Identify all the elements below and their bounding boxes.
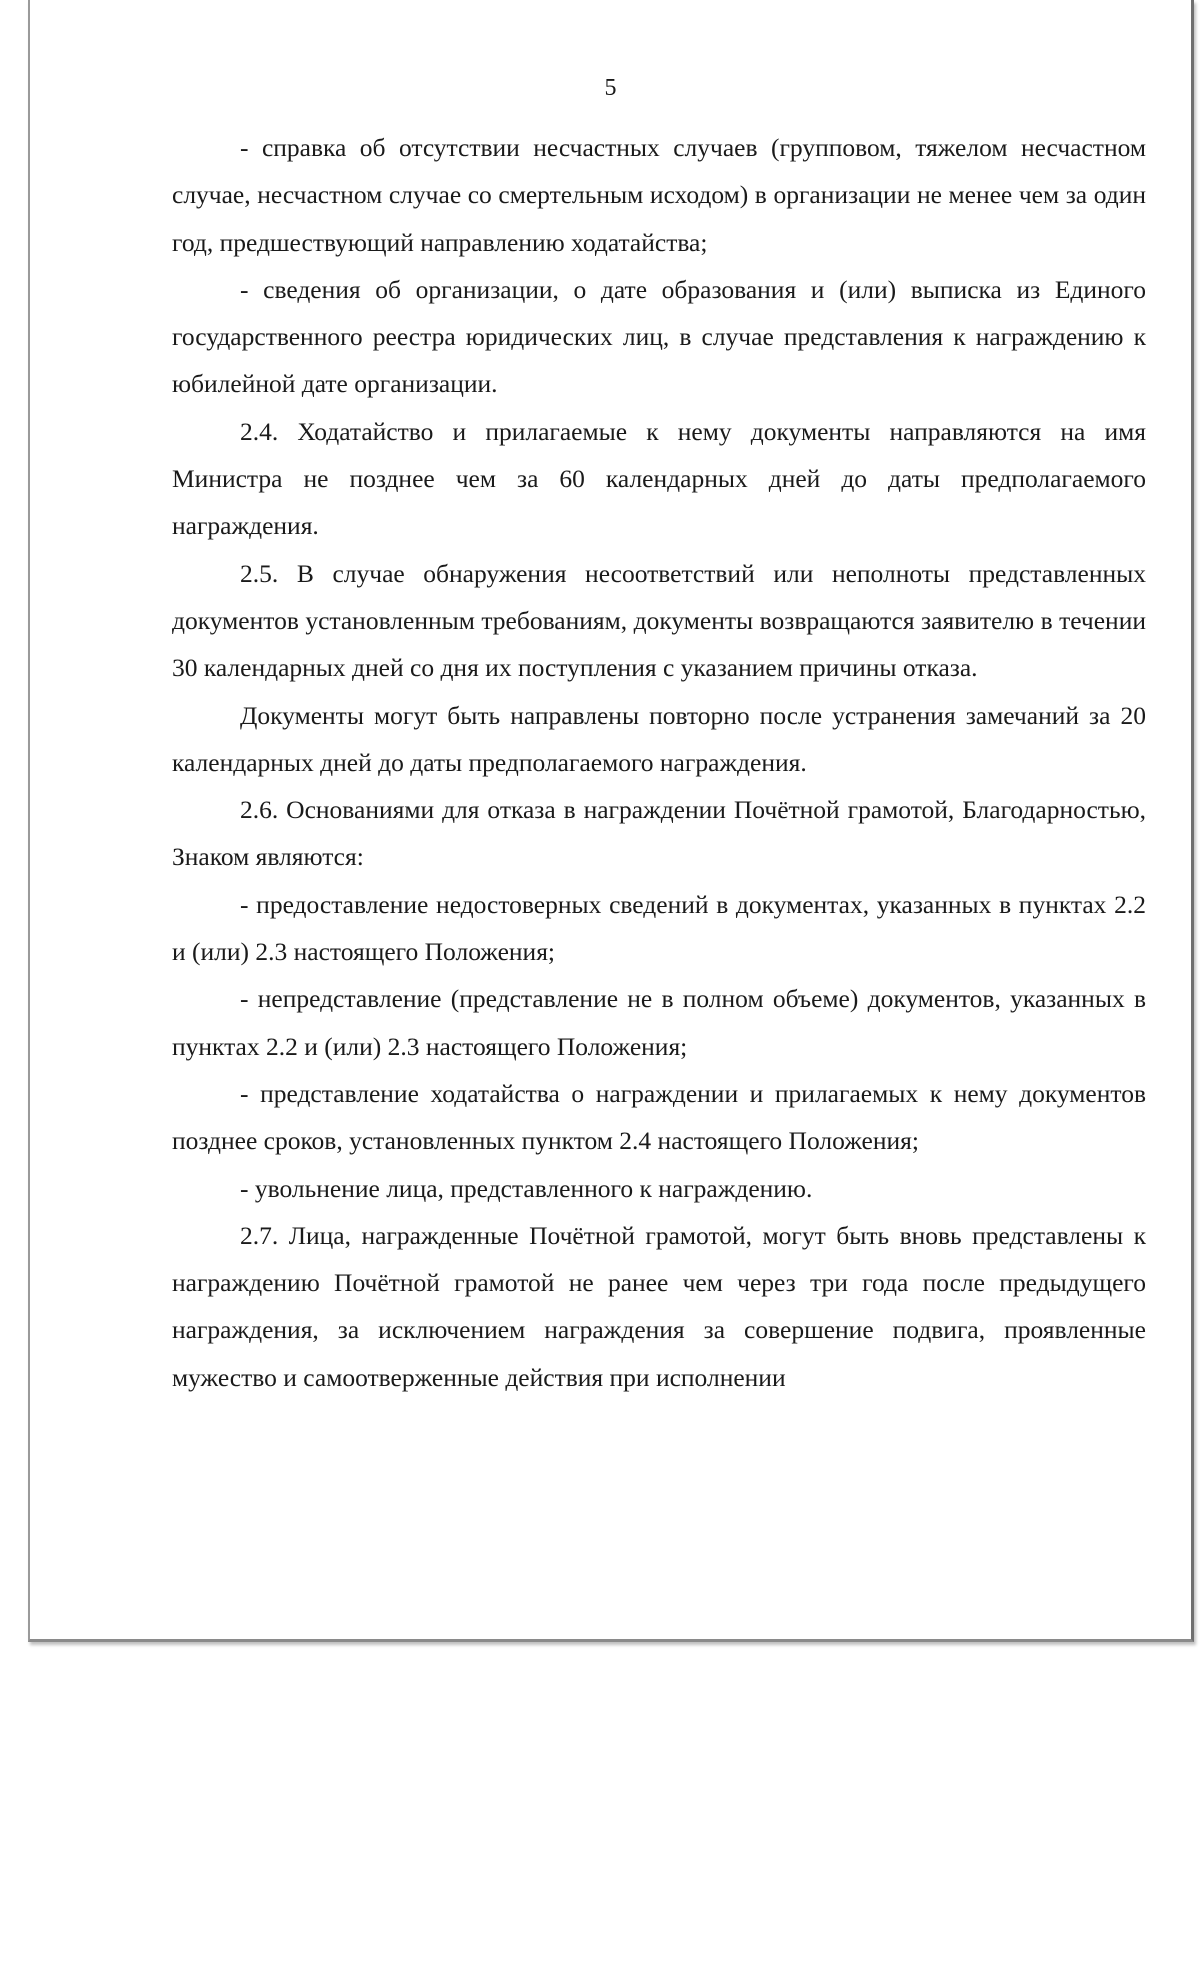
paragraph-refusal-late: - представление ходатайства о награждении и прилагаемых к нему документов позднее сроков, установленных пунктом 2.4 настоящего Положения;	[172, 1078, 1146, 1156]
paragraph-2-5: 2.5. В случае обнаружения несоответствий или неполноты представленных документов установленным требованиям, документы возвращаются заявителю в течении 30 календарных дней со дня их поступления с указанием причины отказа.	[172, 558, 1146, 683]
paragraph-refusal-dismissal: - увольнение лица, представленного к награждению.	[240, 1173, 813, 1203]
paragraph-2-6: 2.6. Основаниями для отказа в награждении Почётной грамотой, Благодарностью, Знаком являются:	[172, 795, 1146, 872]
paragraph-organization-info: - сведения об организации, о дате образования и (или) выписка из Единого государственного реестра юридических лиц, в случае представления к награждению к юбилейной дате организации.	[172, 274, 1146, 399]
paragraph-resubmission: Документы могут быть направлены повторно после устранения замечаний за 20 календарных дней до даты предполагаемого награждения.	[172, 700, 1146, 777]
document-page	[28, 0, 1194, 1642]
paragraph-2-4: 2.4. Ходатайство и прилагаемые к нему документы направляются на имя Министра не позднее чем за 60 календарных дней до даты предполагаемого награждения.	[172, 416, 1146, 541]
paragraph-refusal-missing-docs: - непредставление (представление не в полном объеме) документов, указанных в пунктах 2.2 и (или) 2.3 настоящего Положения;	[172, 984, 1146, 1061]
document-body	[172, 124, 1146, 1401]
page-number: 5	[604, 75, 617, 101]
paragraph-refusal-false-info: - предоставление недостоверных сведений в документах, указанных в пунктах 2.2 и (или) 2.3 настоящего Положения;	[172, 889, 1146, 967]
paragraph-2-7: 2.7. Лица, награжденные Почётной грамотой, могут быть вновь представлены к награждению Почётной грамотой не ранее чем через три года после предыдущего награждения, за исключением награждения за совершение подвига, проявленные мужество и самоотверженные действия при исполнении	[172, 1220, 1146, 1392]
paragraph-certificate-no-accidents: - справка об отсутствии несчастных случаев (групповом, тяжелом несчастном случае, несчастном случае со смертельным исходом) в организации не менее чем за один год, предшествующий направлению ходатайства;	[172, 133, 1146, 257]
